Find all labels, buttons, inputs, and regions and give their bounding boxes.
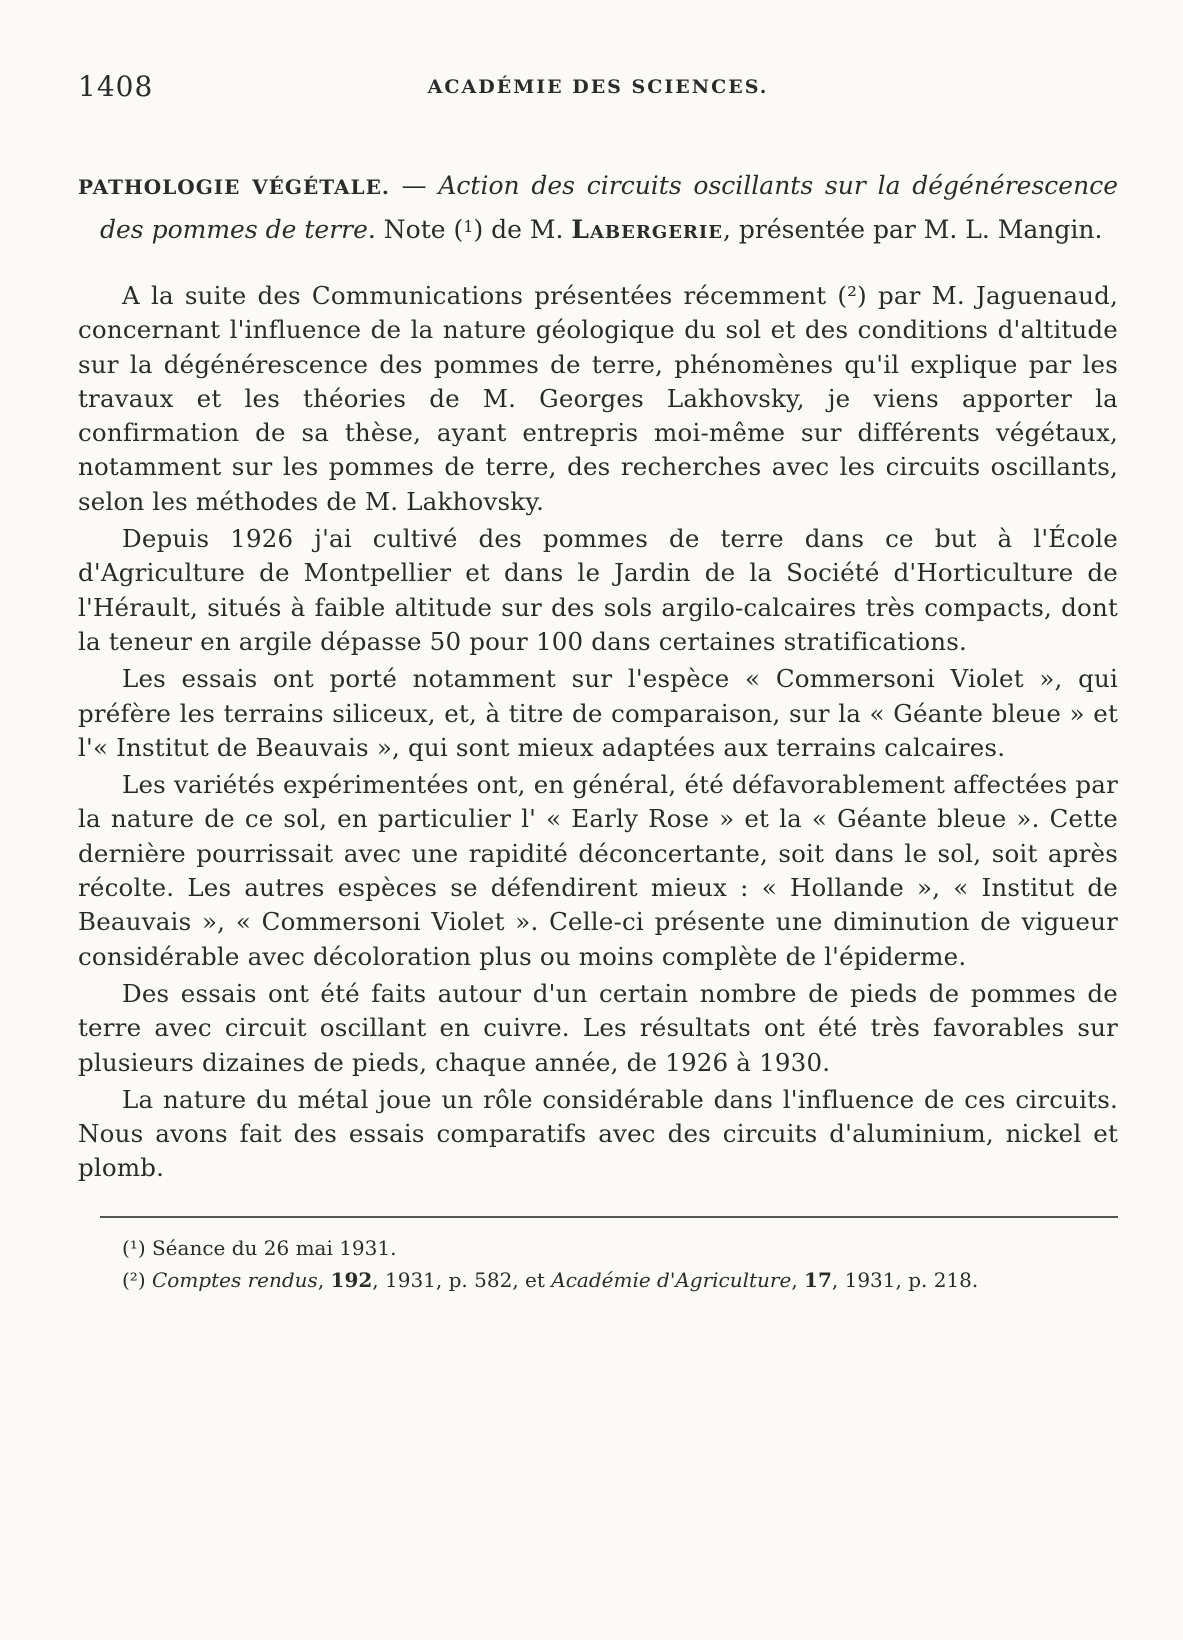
footnote-2-volume2: 17	[804, 1267, 832, 1292]
article-body	[78, 279, 1118, 1186]
presented-by: , présentée par M. L. Mangin.	[723, 215, 1103, 244]
footnote-2-volume: 192	[330, 1267, 373, 1292]
footnote-1	[122, 1232, 1118, 1264]
footnote-2-sep2: ,	[791, 1267, 805, 1292]
footnote-2-journal: Comptes rendus	[151, 1267, 318, 1292]
footnote-2-sep1: ,	[317, 1267, 331, 1292]
footnote-2-rest1: , 1931, p. 582, et	[372, 1267, 552, 1292]
article-heading-text	[78, 166, 1118, 249]
footnote-1-mark: (¹)	[122, 1235, 146, 1260]
heading-dash: —	[389, 171, 439, 200]
paragraph-2: Depuis 1926 j'ai cultivé des pommes de terre dans ce but à l'École d'Agriculture de Montpellier et dans le Jardin de la Société d'Horticulture de l'Hérault, situés à faible altitude sur des sols argilo-calcaires très compacts, dont la teneur en argile dépasse 50 pour 100 dans certaines stratifications.	[78, 524, 1118, 656]
paragraph-3: Les essais ont porté notamment sur l'espèce « Commersoni Violet », qui préfère les terrains siliceux, et, à titre de comparaison, sur la « Géante bleue » et l'« Institut de Beauvais », qui sont mieux adaptées aux terrains calcaires.	[78, 664, 1118, 762]
footnote-2-journal2: Académie d'Agriculture	[551, 1267, 792, 1292]
page-number: 1408	[78, 70, 154, 103]
note-suffix: ) de M.	[473, 215, 572, 244]
journal-title: ACADÉMIE DES SCIENCES.	[427, 76, 769, 98]
footnote-2	[122, 1264, 1118, 1296]
paragraph-4: Les variétés expérimentées ont, en général, été défavorablement affectées par la nature de ce sol, en particulier l' « Early Rose » et la « Géante bleue ». Cette dernière pourrissait avec une rapidité déconcertante, soit dans le sol, soit après récolte. Les autres espèces se défendirent mieux : « Hollande », « Institut de Beauvais », « Commersoni Violet ». Celle-ci présente une diminution de vigueur considérable avec décoloration plus ou moins complète de l'épiderme.	[78, 770, 1118, 971]
section-rubric: PATHOLOGIE VÉGÉTALE.	[78, 175, 390, 199]
journal-page	[78, 60, 1118, 1296]
footnote-rule	[100, 1216, 1118, 1218]
author-name: Labergerie	[571, 215, 724, 244]
footnote-2-mark: (²)	[122, 1267, 146, 1292]
paragraph-5: Des essais ont été faits autour d'un certain nombre de pieds de pommes de terre avec circuit oscillant en cuivre. Les résultats ont été très favorables sur plusieurs dizaines de pieds, chaque année, de 1926 à 1930.	[78, 978, 1118, 1077]
paragraph-1: A la suite des Communications présentées récemment (²) par M. Jaguenaud, concernant l'influence de la nature géologique du sol et des conditions d'altitude sur la dégénérescence des pommes de terre, phénomènes qu'il explique par les travaux et les théories de M. Georges Lakhovsky, je viens apporter la confirmation de sa thèse, ayant entrepris moi-même sur différents végétaux, notamment sur les pommes de terre, des recherches avec les circuits oscillants, selon les méthodes de M. Lakhovsky.	[78, 281, 1118, 516]
footnotes	[78, 1232, 1118, 1296]
article-heading	[78, 166, 1118, 249]
running-head	[78, 60, 1118, 104]
paragraph-6: La nature du métal joue un rôle considérable dans l'influence de ces circuits. Nous avons fait des essais comparatifs avec des circuits d'aluminium, nickel et plomb.	[78, 1084, 1118, 1183]
article-title: Action des circuits oscillants sur la dégénérescence des pommes de terre.	[100, 171, 1118, 244]
note-prefix: Note (	[375, 215, 464, 244]
footnote-ref-1: 1	[463, 217, 474, 236]
footnote-2-rest2: , 1931, p. 218.	[831, 1267, 979, 1292]
footnote-1-text: Séance du 26 mai 1931.	[145, 1235, 397, 1260]
